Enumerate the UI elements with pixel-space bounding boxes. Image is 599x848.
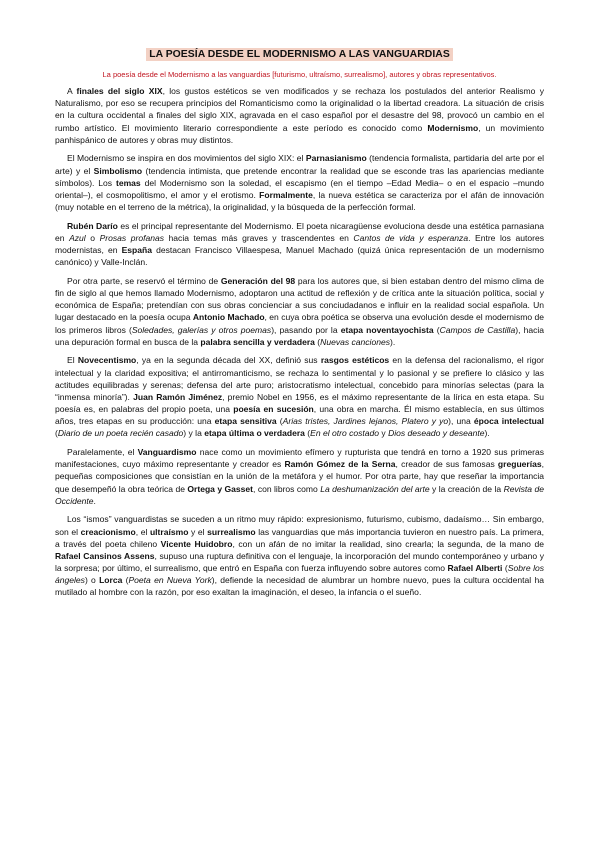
text-run: ( xyxy=(276,416,283,427)
bold-term: Rafael Cansinos Assens xyxy=(55,550,155,561)
bold-term: creacionismo xyxy=(80,526,136,537)
bold-term: Rafael Alberti xyxy=(447,563,503,574)
document-title: LA POESÍA DESDE EL MODERNISMO A LAS VANGUARDIAS xyxy=(146,48,453,61)
bold-term: Rubén Darío xyxy=(67,220,118,231)
text-run: ) o xyxy=(84,575,100,586)
text-run: ( xyxy=(314,336,321,347)
text-run: ( xyxy=(122,575,129,586)
bold-term: Modernismo xyxy=(427,122,479,133)
text-run: ), hacia una depuración formal en busca de la xyxy=(55,324,544,347)
bold-term: Juan Ramón Jiménez xyxy=(133,391,223,402)
text-run: destacan Francisco Villaespesa, Manuel Machado (quizá única representación de un modernismo canónico) y Valle-Inclán. xyxy=(55,245,544,268)
paragraph-modernismo-intro xyxy=(55,85,544,146)
text-run: las vanguardias que más importancia tuvieron en nuestro país. La primera, a través del poeta chileno xyxy=(55,526,544,549)
text-run: o xyxy=(85,232,100,243)
italic-title: Dios deseado y deseante xyxy=(388,428,485,439)
paragraph-ismos xyxy=(55,513,544,598)
bold-term: etapa noventayochista xyxy=(340,324,434,335)
text-run: ). xyxy=(484,428,490,439)
text-run: . xyxy=(93,495,96,506)
text-run: , supuso una ruptura definitiva con el lenguaje, la incorporación del mundo contemporáneo y urbano y la sorpresa; por último, el surrealismo, que entró en España con fuerza influyendo sobre autores como xyxy=(55,550,544,574)
bold-term: España xyxy=(121,245,152,256)
text-run: ). xyxy=(389,336,396,347)
italic-title: Campos de Castilla xyxy=(439,324,516,335)
bold-term: Vanguardismo xyxy=(137,447,197,458)
text-run: (tendencia intimista, que pretende encontrar la realidad que se esconde tras las apariencias mediante símbolos). Los xyxy=(55,165,544,188)
text-run: es el principal representante del Modernismo. El poeta nicaragüense evoluciona desde una estética parnasiana en xyxy=(55,220,544,243)
italic-title: Azul xyxy=(69,232,86,243)
paragraph-modernismo-influences xyxy=(55,152,544,213)
text-run: , una obra en marcha. Él mismo establecía, en sus últimos años, tres etapas en su producción: una xyxy=(55,404,544,427)
text-run: ( xyxy=(502,563,508,574)
bold-term: Generación del 98 xyxy=(220,275,296,286)
text-run: y la creación de la xyxy=(429,483,504,494)
italic-title: La deshumanización del arte xyxy=(320,483,430,494)
text-run: del Modernismo son la soledad, el escapismo (en el tiempo –Edad Media– o en el espacio –mundo oriental–), el cosmopolitismo, el amor y el erotismo. xyxy=(55,177,544,200)
text-run: , un movimiento panhispánico de autores y obras muy distintos. xyxy=(55,122,544,145)
text-run: , en cuya obra poética se observa una evolución desde el modernismo de los primeros libros ( xyxy=(55,312,544,335)
bold-term: ultraísmo xyxy=(149,526,189,537)
paragraph-generacion-98 xyxy=(55,275,544,348)
text-run: ), una xyxy=(448,416,474,427)
bold-term: Parnasianismo xyxy=(305,153,367,164)
text-run: Por otra parte, se reservó el término de xyxy=(67,275,221,286)
text-run: , la nueva estética se caracteriza por el afán de innovación (muy notable en el terreno de la métrica), la originalidad, y la búsqueda de la perfección formal. xyxy=(55,189,544,213)
text-run: , premio Nobel en 1956, es el máximo representante de la lírica en esta etapa. Su poesía es, en palabras del propio poeta, una xyxy=(55,391,544,415)
bold-term: rasgos estéticos xyxy=(320,355,390,366)
bold-term: Antonio Machado xyxy=(192,312,265,323)
text-run: (tendencia formalista, partidaria del arte por el arte) y el xyxy=(55,153,544,176)
text-run: y xyxy=(379,428,389,439)
text-run: nace como un movimiento efímero y rupturista que tendrá en torno a 1920 sus primeras manifestaciones, cuyo máximo representante y creador es xyxy=(55,447,544,470)
text-run: , los gustos estéticos se ven modificados y se rechaza los postulados del anterior Realismo y Naturalismo, por eso se recupera principios del Romanticismo como la originalidad o la libertad creadora. La situación de crisis en la cultura occidental a finales del siglo XIX, agravada en el caso español por el desastre del 98, provocó un cambio en el rumbo artístico. El movimiento literario correspondiente a este período es conocido como xyxy=(55,86,544,133)
italic-title: En el otro costado xyxy=(310,428,380,439)
bold-term: finales del siglo XIX xyxy=(76,86,163,96)
italic-title: Sobre los ángeles xyxy=(55,563,544,586)
bold-term: Ramón Gómez de la Serna xyxy=(284,459,396,470)
text-run: A xyxy=(67,86,77,96)
bold-term: Ortega y Gasset xyxy=(187,483,254,494)
paragraph-vanguardismo xyxy=(55,446,544,507)
text-run: , creador de sus famosas xyxy=(395,459,498,470)
italic-title: Diario de un poeta recién casado xyxy=(57,428,184,439)
text-run: , el xyxy=(135,526,150,537)
bold-term: palabra sencilla y verdadera xyxy=(200,336,315,347)
text-run: ( xyxy=(433,324,440,335)
italic-title: Prosas profanas xyxy=(99,232,164,243)
bold-term: surrealismo xyxy=(207,526,256,537)
text-run: ( xyxy=(304,428,311,439)
text-run: ), defiende la necesidad de alumbrar un hombre nuevo, pues la cultura occidental ha mutilado al hombre con la razón, por eso exaltan la imaginación, el deseo, la infancia o el sueño. xyxy=(55,575,544,598)
document-subtitle: La poesía desde el Modernismo a las vanguardias [futurismo, ultraísmo, surrealismo], autores y obras representativos. xyxy=(102,70,497,79)
text-run: hacia temas más graves y trascendentes en xyxy=(164,232,354,243)
text-run: Paralelamente, el xyxy=(67,447,138,458)
title-wrapper xyxy=(55,44,544,62)
bold-term: greguerías xyxy=(497,459,542,470)
italic-title: Arias tristes, Jardines lejanos, Platero y yo xyxy=(282,416,449,427)
text-run: , pequeñas composiciones que consistían en la unión de la metáfora y el humor. Por otra parte, hay que reseñar la importancia que desempeñó la obra teórica de xyxy=(55,459,544,494)
text-run: ( xyxy=(55,428,58,439)
italic-title: Soledades, galerías y otros poemas xyxy=(131,324,272,335)
bold-term: Lorca xyxy=(99,575,123,586)
text-run: . Entre los autores modernistas, en xyxy=(55,232,544,256)
text-run: ) y la xyxy=(183,428,205,439)
text-run: y el xyxy=(188,526,208,537)
text-run: , con libros como xyxy=(253,483,321,494)
italic-title: Revista de Occidente xyxy=(55,483,544,506)
bold-term: etapa sensitiva xyxy=(214,416,277,427)
text-run: , con un afán de no imitar la realidad, sino crearla; la segunda, de la mano de xyxy=(232,538,544,549)
bold-term: etapa última o verdadera xyxy=(204,428,305,439)
bold-term: Simbolismo xyxy=(93,165,143,176)
text-run: El Modernismo se inspira en dos movimientos del siglo XIX: el xyxy=(67,153,306,164)
text-run: El xyxy=(67,355,78,366)
bold-term: temas xyxy=(115,177,141,188)
bold-term: Vicente Huidobro xyxy=(160,538,233,549)
text-run: Los “ismos” vanguardistas se suceden a un ritmo muy rápido: expresionismo, futurismo, cubismo, dadaísmo… Sin embargo, son el xyxy=(55,514,544,537)
italic-title: Cantos de vida y esperanza xyxy=(353,232,469,243)
text-run: para los autores que, si bien estaban dentro del mismo clima de fin de siglo al que hemos llamado Modernismo, adoptaron una actitud de reflexión y de crítica ante la situación política, social y económica de España; pretendían con sus obras concienciar a sus conciudadanos e influir en la realidad social española. Un lugar destacado en la poesía ocupa xyxy=(55,275,544,323)
text-run: en la defensa del racionalismo, el rigor intelectual y la claridad expositiva; el antirromanticismo, se rechaza lo sentimental y lo pasional y se prefiere lo clásico y las actitudes equilibradas y serenas; defensa del arte puro; aristocratismo intelectual, concebido para minorías selectas (para la “inmensa minoría”). xyxy=(55,355,545,402)
bold-term: Novecentismo xyxy=(77,355,137,366)
text-run: ), pasando por la xyxy=(271,324,341,335)
bold-term: época intelectual xyxy=(473,416,544,427)
italic-title: Nuevas canciones xyxy=(320,336,390,347)
italic-title: Poeta en Nueva York xyxy=(128,575,212,586)
text-run: , ya en la segunda década del XX, definió sus xyxy=(136,355,321,366)
bold-term: poesía en sucesión xyxy=(233,404,314,415)
paragraph-novecentismo xyxy=(55,354,544,439)
bold-term: Formalmente xyxy=(259,189,313,200)
paragraph-ruben-dario xyxy=(55,220,544,269)
